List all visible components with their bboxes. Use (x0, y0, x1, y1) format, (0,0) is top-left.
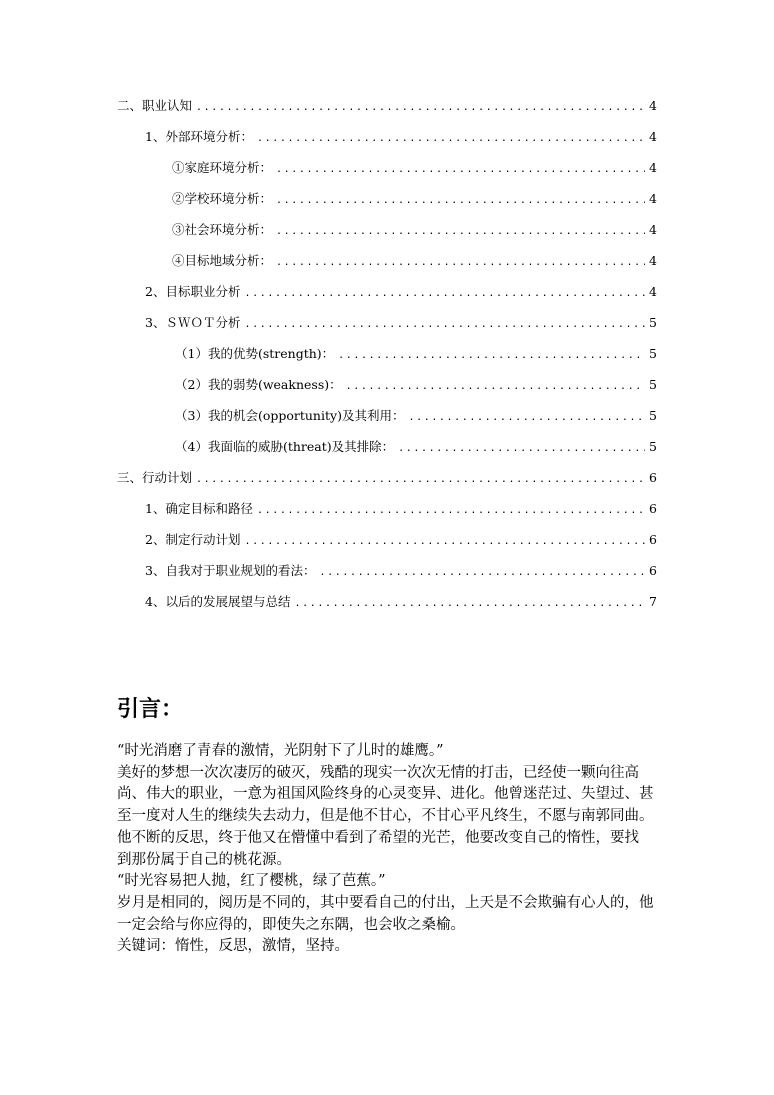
intro-paragraph: “时光消磨了青春的激情，光阴射下了儿时的雄鹰。” (117, 743, 444, 759)
toc-dot-leader (257, 131, 645, 147)
toc-entry[interactable] (145, 129, 657, 145)
toc-entry-label: ③社会环境分析： (172, 222, 273, 237)
intro-paragraph: 美好的梦想一次次凄厉的破灭，残酷的现实一次次无情的打击，已经使一颗向往高尚、伟大的职业，一意为祖国风险终身的心灵变异、进化。他曾迷茫过、失望过、甚至一度对人生的继续失去动力，但是他不甘心，不甘心平凡终生，不愿与南郭同曲。他不断的反思，终于他又在懵懂中看到了希望的光芒，他要改变自己的惰性，要找 (117, 764, 654, 846)
toc-entry-label: 3、ＳＷＯＴ分析 (145, 315, 241, 330)
toc-dot-leader (276, 224, 645, 240)
toc-dot-leader (244, 286, 645, 302)
toc-dot-leader (398, 441, 645, 457)
toc-entry[interactable] (172, 222, 657, 238)
toc-dot-leader (276, 162, 645, 178)
toc-dot-leader (346, 379, 645, 395)
toc-entry-page: 6 (649, 532, 657, 547)
toc-entry-page: 6 (649, 501, 657, 516)
toc-entry-page: 4 (649, 222, 657, 237)
toc-dot-leader (294, 596, 645, 612)
toc-entry[interactable] (117, 98, 657, 114)
intro-paragraph: “时光容易把人抛，红了樱桃，绿了芭蕉。” (117, 873, 386, 890)
intro-heading: 引言： (117, 697, 184, 722)
toc-entry-page: 6 (649, 470, 657, 485)
toc-entry[interactable] (175, 377, 657, 393)
toc-entry-label: （4）我面临的威胁(threat)及其排除： (175, 439, 395, 454)
toc-entry-page: 4 (649, 191, 657, 206)
toc-entry-label: 二、职业认知 (117, 98, 193, 113)
toc-entry-label: ②学校环境分析： (172, 191, 273, 206)
toc-entry[interactable] (145, 501, 657, 517)
toc-dot-leader (276, 193, 645, 209)
toc-dot-leader (338, 348, 645, 364)
toc-entry-label: （1）我的优势(strength)： (175, 346, 335, 361)
toc-entry-page: 5 (649, 377, 657, 392)
toc-dot-leader (196, 472, 645, 488)
toc-entry-label: 2、目标职业分析 (145, 284, 241, 299)
toc-entry[interactable] (172, 160, 657, 176)
toc-dot-leader (244, 317, 645, 333)
intro-paragraph: 关键词：惰性，反思，激情，坚持。 (117, 938, 349, 955)
toc-entry[interactable] (145, 532, 657, 548)
toc-entry[interactable] (145, 563, 657, 579)
toc-entry-page: 4 (649, 98, 657, 113)
toc-dot-leader (257, 503, 645, 519)
toc-entry-label: （3）我的机会(opportunity)及其利用： (175, 408, 405, 423)
toc-entry[interactable] (117, 470, 657, 486)
toc-entry[interactable] (172, 253, 657, 269)
toc-entry[interactable] (175, 439, 657, 455)
toc-entry[interactable] (172, 191, 657, 207)
toc-entry-label: 三、行动计划 (117, 470, 193, 485)
toc-entry-label: ①家庭环境分析： (172, 160, 273, 175)
toc-entry-page: 4 (649, 160, 657, 175)
toc-entry-page: 5 (649, 408, 657, 423)
toc-entry-label: 3、自我对于职业规划的看法： (145, 563, 316, 578)
toc-entry-page: 6 (649, 563, 657, 578)
toc-dot-leader (196, 100, 645, 116)
intro-paragraph: 到那份属于自己的桃花源。 (117, 851, 291, 868)
toc-entry[interactable] (145, 284, 657, 300)
toc-entry-label: 4、以后的发展展望与总结 (145, 594, 291, 609)
toc-entry-page: 4 (649, 253, 657, 268)
toc-entry-page: 5 (649, 346, 657, 361)
toc-dot-leader (244, 534, 645, 550)
toc-entry[interactable] (175, 346, 657, 362)
toc-dot-leader (319, 565, 645, 581)
toc-entry[interactable] (175, 408, 657, 424)
toc-entry-page: 7 (649, 594, 657, 609)
intro-paragraph: 岁月是相同的，阅历是不同的，其中要看自己的付出，上天是不会欺骗有心人的，他一定会给与你应得的，即使失之东隅，也会收之桑榆。 (117, 894, 654, 933)
toc-entry-label: 1、确定目标和路径 (145, 501, 253, 516)
toc-dot-leader (276, 255, 645, 271)
toc-entry-page: 4 (649, 129, 657, 144)
toc-entry[interactable] (145, 315, 657, 331)
toc-entry-page: 4 (649, 284, 657, 299)
intro-body (117, 741, 662, 958)
toc-entry-label: （2）我的弱势(weakness)： (175, 377, 342, 392)
toc-entry[interactable] (145, 594, 657, 610)
toc-entry-page: 5 (649, 439, 657, 454)
toc-entry-page: 5 (649, 315, 657, 330)
toc-dot-leader (408, 410, 645, 426)
toc-entry-label: 1、外部环境分析： (145, 129, 253, 144)
toc-entry-label: 2、制定行动计划 (145, 532, 241, 547)
toc-entry-label: ④目标地域分析： (172, 253, 273, 268)
